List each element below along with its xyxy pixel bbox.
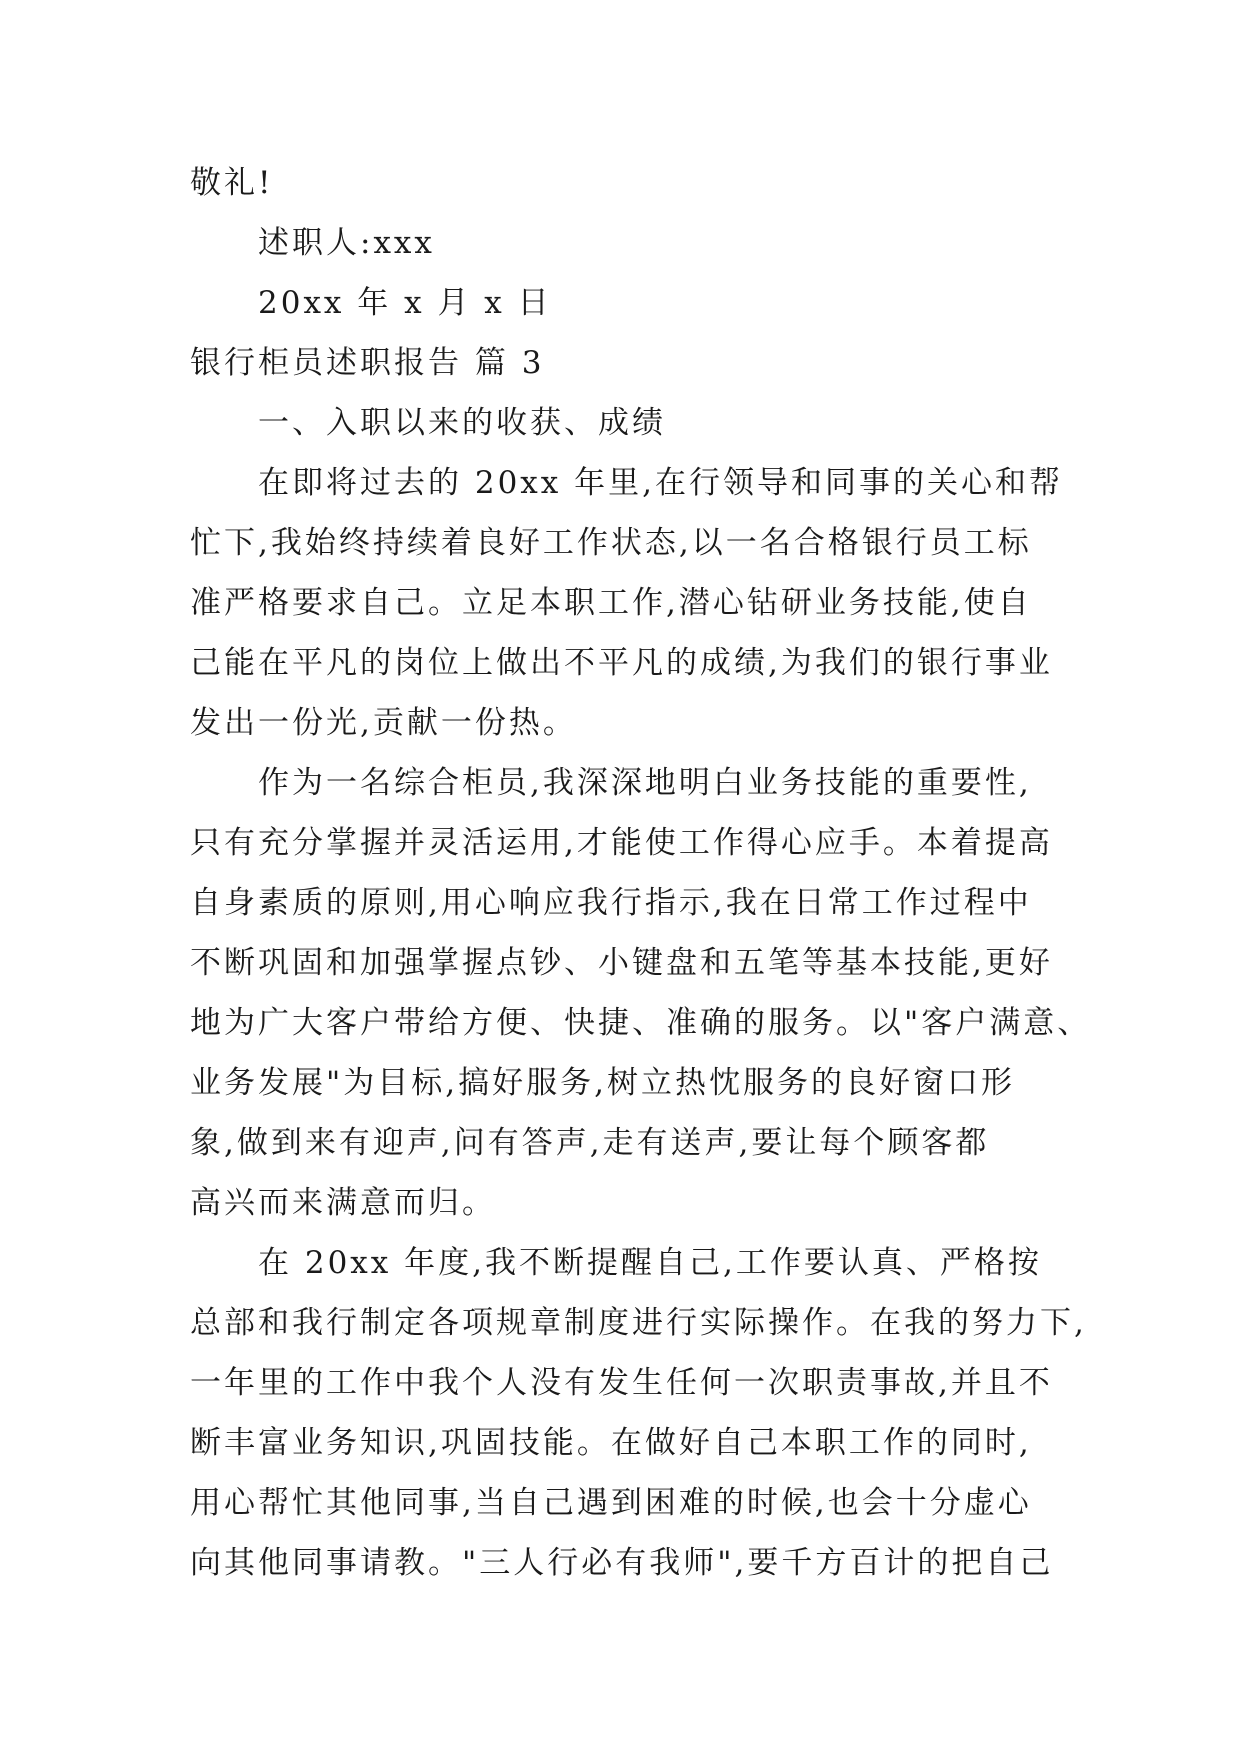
paragraph-line: 不断巩固和加强掌握点钞、小键盘和五笔等基本技能,更好 <box>190 945 1053 981</box>
paragraph-line: 只有充分掌握并灵活运用,才能使工作得心应手。本着提高 <box>190 825 1053 861</box>
signature-date: 20xx 年 x 月 x 日 <box>258 285 552 321</box>
paragraph-line: 作为一名综合柜员,我深深地明白业务技能的重要性, <box>258 765 1032 801</box>
paragraph-line: 地为广大客户带给方便、快捷、准确的服务。以"客户满意、 <box>190 1005 1092 1041</box>
paragraph-line: 象,做到来有迎声,问有答声,走有送声,要让每个顾客都 <box>190 1125 990 1161</box>
paragraph-line: 向其他同事请教。"三人行必有我师",要千方百计的把自己 <box>190 1545 1054 1581</box>
paragraph-line: 在 20xx 年度,我不断提醒自己,工作要认真、严格按 <box>258 1245 1042 1281</box>
paragraph-line: 准严格要求自己。立足本职工作,潜心钻研业务技能,使自 <box>190 585 1032 621</box>
paragraph-line: 总部和我行制定各项规章制度进行实际操作。在我的努力下, <box>190 1305 1087 1341</box>
paragraph-line: 发出一份光,贡献一份热。 <box>190 705 577 741</box>
signature-reporter: 述职人:xxx <box>258 225 435 261</box>
paragraph-line: 断丰富业务知识,巩固技能。在做好自己本职工作的同时, <box>190 1425 1032 1461</box>
closing-salutation: 敬礼! <box>190 165 274 201</box>
paragraph-line: 用心帮忙其他同事,当自己遇到困难的时候,也会十分虚心 <box>190 1485 1032 1521</box>
section-title: 银行柜员述职报告 篇 3 <box>190 345 545 381</box>
heading-1: 一、入职以来的收获、成绩 <box>258 405 666 441</box>
paragraph-line: 一年里的工作中我个人没有发生任何一次职责事故,并且不 <box>190 1365 1053 1401</box>
paragraph-line: 业务发展"为目标,搞好服务,树立热忱服务的良好窗口形 <box>190 1065 1015 1101</box>
paragraph-line: 在即将过去的 20xx 年里,在行领导和同事的关心和帮 <box>258 465 1063 501</box>
paragraph-line: 忙下,我始终持续着良好工作状态,以一名合格银行员工标 <box>190 525 1032 561</box>
paragraph-line: 己能在平凡的岗位上做出不平凡的成绩,为我们的银行事业 <box>190 645 1053 681</box>
paragraph-line: 自身素质的原则,用心响应我行指示,我在日常工作过程中 <box>190 885 1032 921</box>
paragraph-line: 高兴而来满意而归。 <box>190 1185 496 1221</box>
